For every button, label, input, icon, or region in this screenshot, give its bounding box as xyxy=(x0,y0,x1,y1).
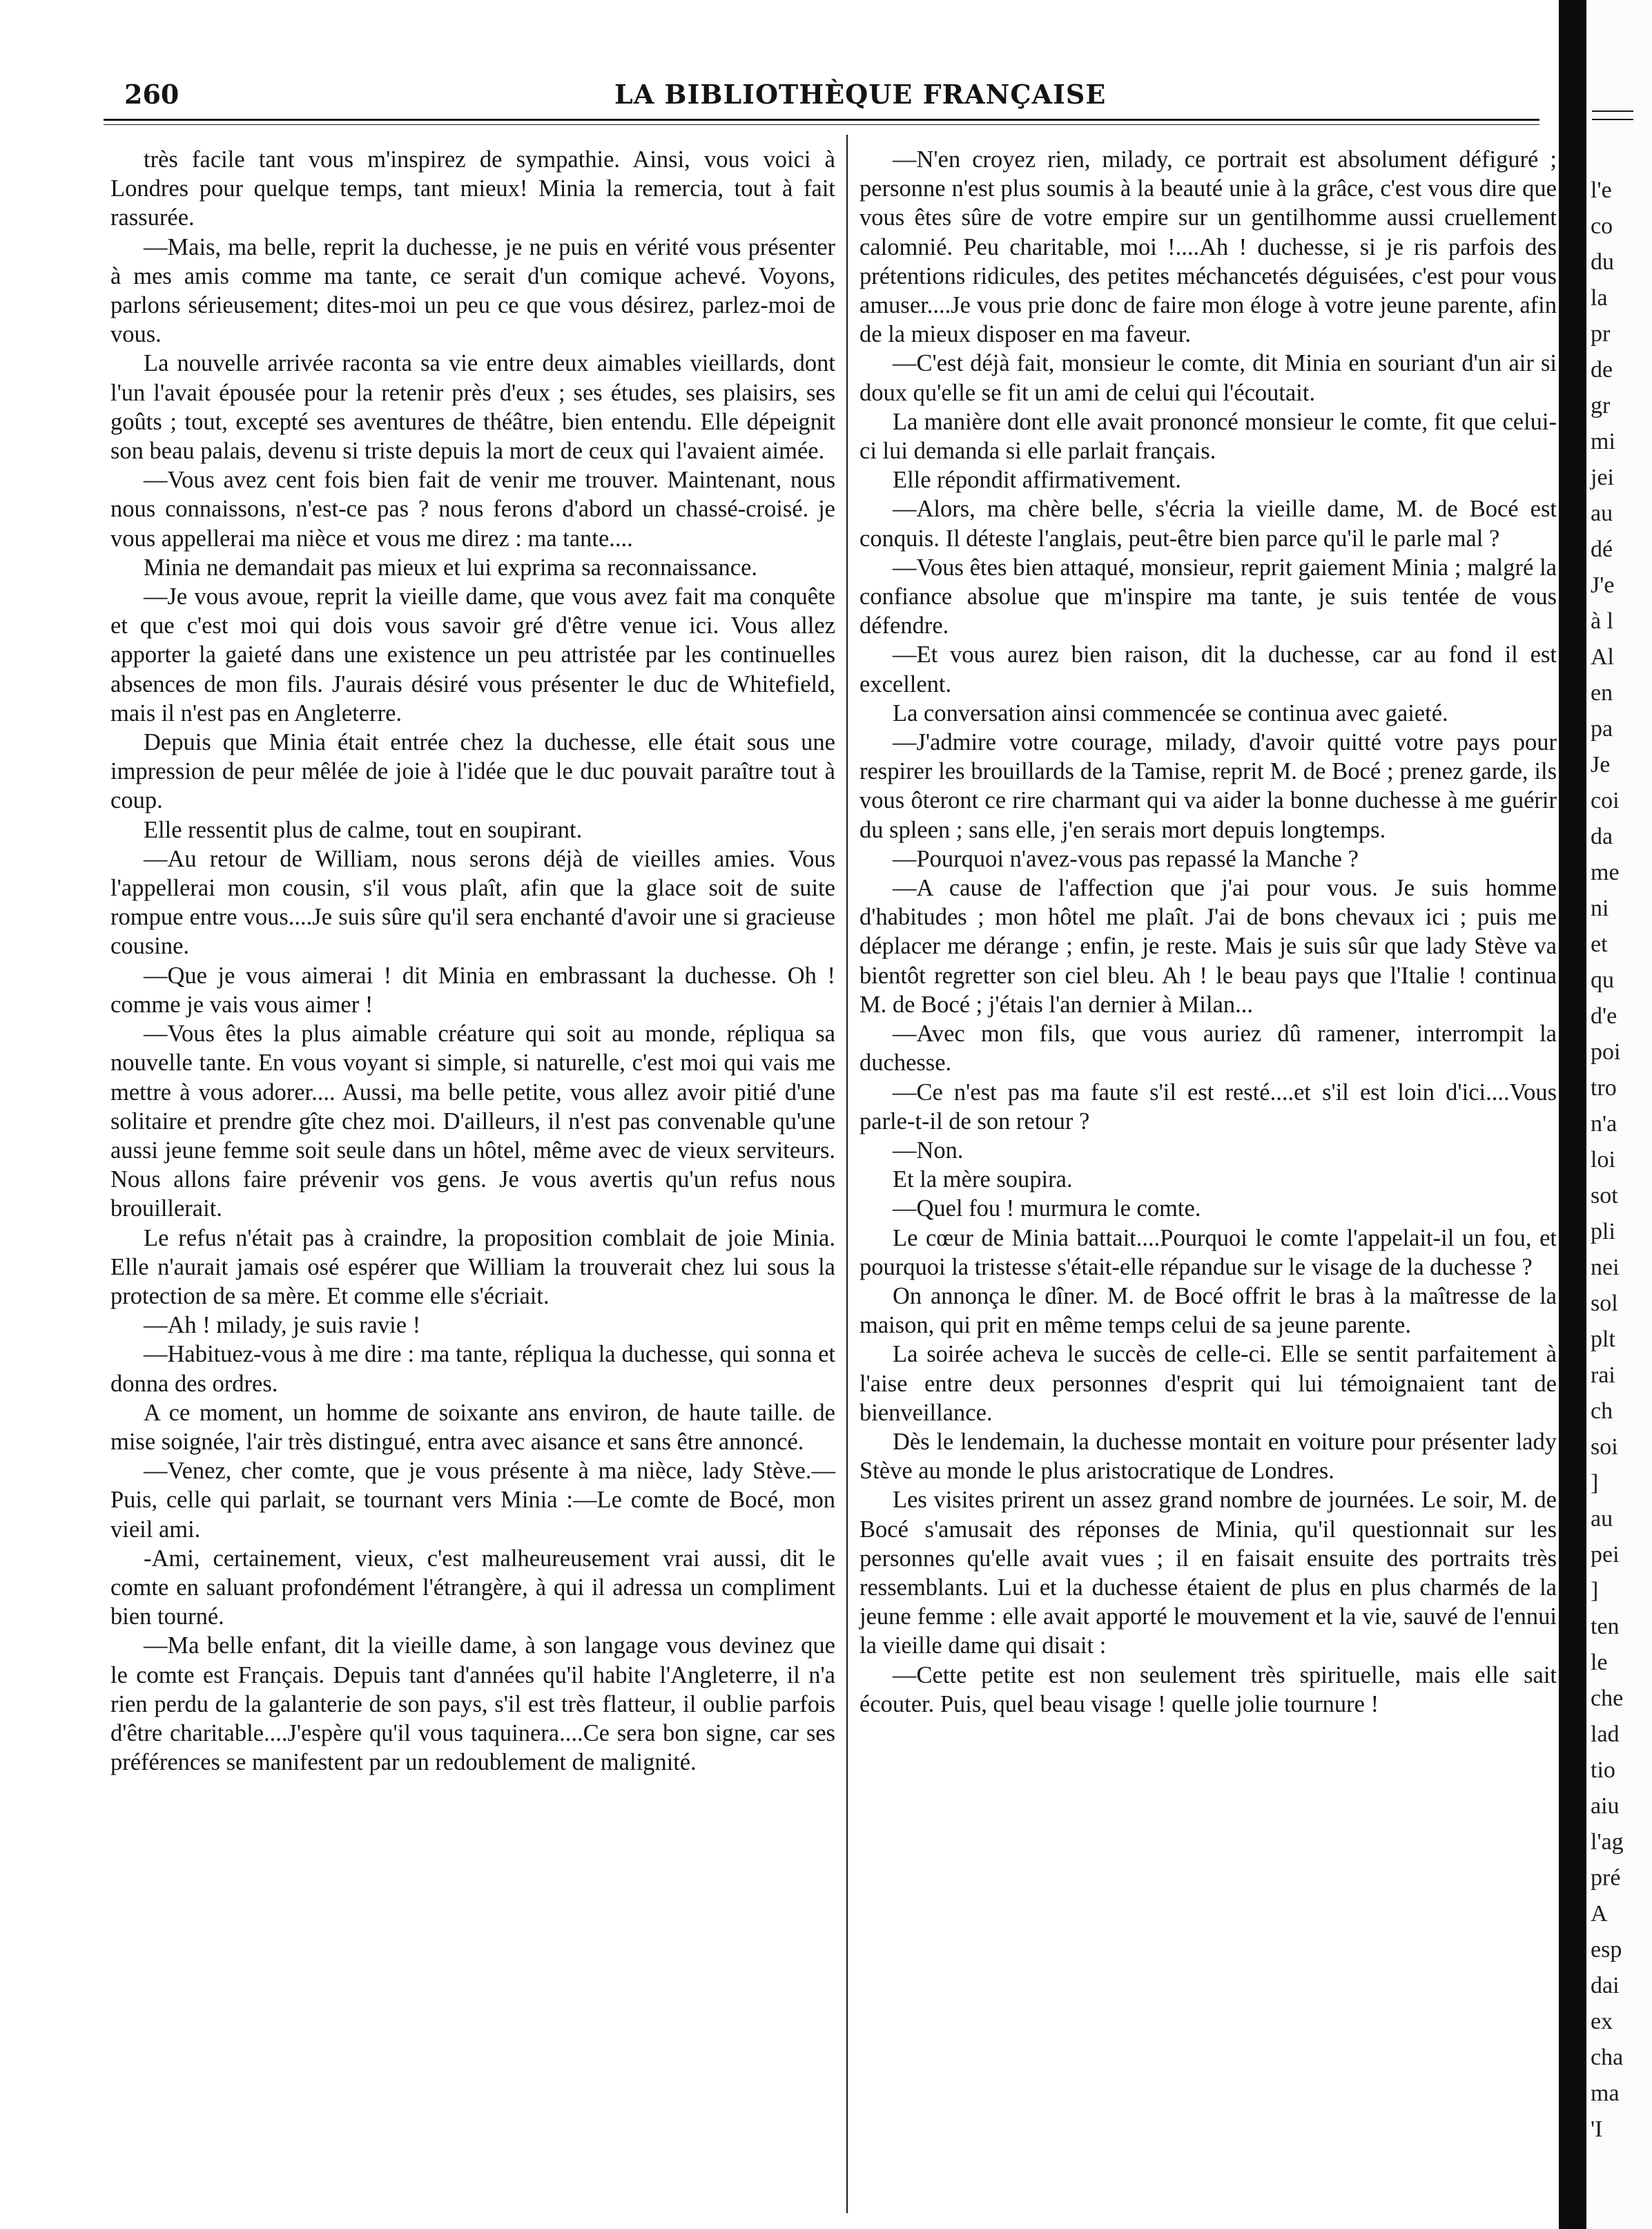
paragraph: Depuis que Minia était entrée chez la duchesse, elle était sous une impression de peur mêlée de joie à l'idée que le duc pouvait paraître tout à coup. xyxy=(110,729,835,814)
next-page-fragment: ex xyxy=(1591,2009,1613,2034)
paragraph: très facile tant vous m'inspirez de sympathie. Ainsi, vous voici à Londres pour quelque temps, tant mieux! Minia la remercia, tout à fait rassurée. xyxy=(110,146,835,231)
paragraph: Les visites prirent un assez grand nombre de journées. Le soir, M. de Bocé s'amusait des réponses de Minia, qu'il questionnait sur les personnes qu'elle avait vues ; il en faisait ensuite des portraits très ressemblants. Lui et la duchesse étaient de plus en plus charmés de la jeune femme : elle avait apporté le mouvement et la vie, sauvé de l'ennui la vieille dame qui disait : xyxy=(859,1487,1557,1659)
paragraph: —Vous êtes la plus aimable créature qui soit au monde, répliqua sa nouvelle tante. En vous voyant si simple, si naturelle, c'est moi qui vais me mettre à vous adorer.... Aussi, ma belle petite, vous allez avoir pitié d'une solitaire et prendre gîte chez moi. D'ailleurs, il n'est pas convenable qu'une aussi jeune femme soit seule dans un hôtel, même avec de vieux serviteurs. Nous allons faire prévenir vos gens. Je vous avertis qu'un refus nous brouillerait. xyxy=(110,1021,835,1222)
next-page-rule xyxy=(1592,110,1633,112)
next-page-fragment: la xyxy=(1591,285,1608,311)
paragraph: —Habituez-vous à me dire : ma tante, répliqua la duchesse, qui sonna et donna des ordres. xyxy=(110,1341,835,1397)
paragraph: —Venez, cher comte, que je vous présente à ma nièce, lady Stève.—Puis, celle qui parlait, se tournant vers Minia :—Le comte de Bocé, mon vieil ami. xyxy=(110,1458,835,1543)
header-rule-thin xyxy=(104,124,1539,125)
paragraph: —Alors, ma chère belle, s'écria la vieille dame, M. de Bocé est conquis. Il déteste l'anglais, peut-être bien parce qu'il le parle mal ? xyxy=(859,496,1557,552)
next-page-fragment: co xyxy=(1591,213,1613,239)
next-page-fragment: coi xyxy=(1591,788,1620,813)
next-page-fragment: et xyxy=(1591,932,1608,957)
next-page-fragment: nei xyxy=(1591,1255,1620,1280)
next-page-fragment: esp xyxy=(1591,1937,1622,1962)
next-page-fragment: Al xyxy=(1591,644,1614,670)
paragraph: La soirée acheva le succès de celle-ci. Elle se sentit parfaitement à l'aise entre deux personnes d'esprit qui lui témoignaient tant de bienveillance. xyxy=(859,1341,1557,1426)
next-page-fragment: à l xyxy=(1591,608,1614,634)
next-page-fragment: ] xyxy=(1591,1470,1599,1496)
next-page-fragment: pré xyxy=(1591,1865,1621,1891)
next-page-fragment: A xyxy=(1591,1901,1608,1927)
paragraph: —N'en croyez rien, milady, ce portrait est absolument défiguré ; personne n'est plus soumis à la beauté unie à la grâce, c'est vous dire que vous êtes sûre de votre empire sur un gentilhomme aussi cruellement calomnié. Peu charitable, moi !....Ah ! duchesse, si je ris parfois des prétentions ridicules, des petites méchancetés déguisées, c'est pour vous amuser....Je vous prie donc de faire mon éloge à votre jeune parente, afin de la mieux disposer en ma faveur. xyxy=(859,146,1557,348)
next-page-fragment: dé xyxy=(1591,537,1613,562)
paragraph: —Ah ! milady, je suis ravie ! xyxy=(144,1312,421,1339)
next-page-fragment: ten xyxy=(1591,1614,1620,1639)
next-page-fragment: che xyxy=(1591,1686,1624,1711)
paragraph: Minia ne demandait pas mieux et lui exprima sa reconnaissance. xyxy=(144,554,758,581)
paragraph: —Vous êtes bien attaqué, monsieur, reprit gaiement Minia ; malgré la confiance absolue que m'inspire ma tante, je suis tentée de vous défendre. xyxy=(859,554,1557,639)
next-page-fragment: jei xyxy=(1591,465,1614,490)
next-page-rule-2 xyxy=(1592,119,1633,120)
next-page-fragment: ni xyxy=(1591,896,1609,921)
next-page-fragment: da xyxy=(1591,824,1613,849)
next-page-fragment: du xyxy=(1591,249,1614,275)
binding-gutter xyxy=(1559,0,1586,2229)
page-header xyxy=(104,75,1539,116)
left-column xyxy=(110,145,835,1777)
paragraph: La conversation ainsi commencée se continua avec gaieté. xyxy=(893,699,1448,726)
paragraph: —J'admire votre courage, milady, d'avoir quitté votre pays pour respirer les brouillards de la Tamise, reprit M. de Bocé ; prenez garde, ils vous ôteront ce rire charmant qui va aider la bonne duchesse à me guérir du spleen ; sans elle, j'en serais mort depuis longtemps. xyxy=(859,729,1557,843)
next-page-fragment: soi xyxy=(1591,1434,1618,1460)
paragraph: Le refus n'était pas à craindre, la proposition comblait de joie Minia. Elle n'aurait jamais osé espérer que William la trouverait chez lui sous la protection de sa mère. Et comme elle s'écriait. xyxy=(110,1224,835,1309)
next-page-fragment: l'ag xyxy=(1591,1829,1624,1855)
paragraph: —Ce n'est pas ma faute s'il est resté....et s'il est loin d'ici....Vous parle-t-il de son retour ? xyxy=(859,1079,1557,1135)
next-page-fragment: ch xyxy=(1591,1398,1613,1424)
next-page-fragment: pa xyxy=(1591,716,1613,742)
next-page-fragment: au xyxy=(1591,1506,1613,1532)
next-page-fragment: d'e xyxy=(1591,1003,1617,1029)
paragraph: —Je vous avoue, reprit la vieille dame, que vous avez fait ma conquête et que c'est moi qui dois vous savoir gré d'être venue ici. Vous allez apporter la gaieté dans une existence un peu attristée par les continuelles absences de mon fils. J'aurais désiré vous présenter le duc de Whitefield, mais il n'est pas en Angleterre. xyxy=(110,583,835,726)
paragraph: —Vous avez cent fois bien fait de venir me trouver. Maintenant, nous nous connaissons, n'est-ce pas ? nous ferons d'abord un chassé-croisé. je vous appellerai ma nièce et vous me direz : ma tante.... xyxy=(110,467,835,552)
paragraph: —C'est déjà fait, monsieur le comte, dit Minia en souriant d'un air si doux qu'elle se fit un ami de celui qui l'écoutait. xyxy=(859,350,1557,406)
next-page-fragment: pli xyxy=(1591,1219,1615,1244)
paragraph: Et la mère soupira. xyxy=(893,1166,1073,1193)
paragraph: La nouvelle arrivée raconta sa vie entre deux aimables vieillards, dont l'un l'avait épousée pour la retenir près d'eux ; ses études, ses plaisirs, ses goûts ; tout, excepté ses aventures de théâtre, bien entendu. Elle dépeignit son beau palais, devenu si triste depuis la mort de ceux qui l'avaient aimée. xyxy=(110,350,835,465)
next-page-fragment: Je xyxy=(1591,752,1611,778)
paragraph: —Que je vous aimerai ! dit Minia en embrassant la duchesse. Oh ! comme je vais vous aimer ! xyxy=(110,962,835,1018)
next-page-fragment: tro xyxy=(1591,1075,1617,1101)
paragraph: A ce moment, un homme de soixante ans environ, de haute taille. de mise soignée, l'air très distingué, entra avec aisance et sans être annoncé. xyxy=(110,1399,835,1455)
next-page-fragment: J'e xyxy=(1591,572,1615,598)
next-page-fragment: me xyxy=(1591,860,1620,885)
next-page-fragment: aiu xyxy=(1591,1793,1620,1819)
paragraph: —Pourquoi n'avez-vous pas repassé la Manche ? xyxy=(893,845,1359,872)
next-page-fragment: au xyxy=(1591,501,1613,526)
header-rule xyxy=(104,119,1539,121)
paragraph: —Avec mon fils, que vous auriez dû ramener, interrompit la duchesse. xyxy=(859,1021,1557,1077)
next-page-fragment: pei xyxy=(1591,1542,1620,1567)
paragraph: Le cœur de Minia battait....Pourquoi le comte l'appelait-il un fou, et pourquoi la tristesse s'était-elle répandue sur le visage de la duchesse ? xyxy=(859,1224,1557,1280)
next-page-fragment: cha xyxy=(1591,2045,1624,2070)
next-page-fragment: loi xyxy=(1591,1147,1615,1173)
next-page-edge xyxy=(1586,0,1652,2229)
paragraph: La manière dont elle avait prononcé monsieur le comte, fit que celui-ci lui demanda si elle parlait français. xyxy=(859,408,1557,465)
paragraph: -Ami, certainement, vieux, c'est malheureusement vrai aussi, dit le comte en saluant profondément l'étrangère, à qui il adressa un compliment bien tourné. xyxy=(110,1545,835,1630)
paragraph: —A cause de l'affection que j'ai pour vous. Je suis homme d'habitudes ; mon hôtel me plaît. J'ai de bons chevaux ici ; puis me déplacer me dérange ; enfin, je reste. Mais je suis sûr que lady Stève va bientôt regretter son ciel bleu. Ah ! le beau pays que l'Italie ! continua M. de Bocé ; j'étais l'an dernier à Milan... xyxy=(859,875,1557,1018)
next-page-fragment: gr xyxy=(1591,393,1611,418)
paragraph: —Ma belle enfant, dit la vieille dame, à son langage vous devinez que le comte est Français. Depuis tant d'années qu'il habite l'Angleterre, il n'a rien perdu de la galanterie de son pays, s'il est très flatteur, il oublie parfois d'être charitable....J'espère qu'il vous taquinera....Ce sera bon signe, car ses préférences se manifestent par un redoublement de malignité. xyxy=(110,1632,835,1776)
paragraph: —Au retour de William, nous serons déjà de vieilles amies. Vous l'appellerai mon cousin, s'il vous plaît, afin que la glace soit de suite rompue entre vous....Je suis sûre qu'il sera enchanté d'avoir une si gracieuse cousine. xyxy=(110,845,835,960)
next-page-fragment: poi xyxy=(1591,1039,1621,1065)
next-page-fragment: ] xyxy=(1591,1578,1599,1603)
next-page-fragment: en xyxy=(1591,680,1613,706)
next-page-fragment: lad xyxy=(1591,1721,1620,1747)
paragraph: —Non. xyxy=(893,1137,964,1164)
paragraph: Dès le lendemain, la duchesse montait en voiture pour présenter lady Stève au monde le plus aristocratique de Londres. xyxy=(859,1428,1557,1485)
column-divider xyxy=(846,135,848,2213)
next-page-fragment: ma xyxy=(1591,2081,1620,2106)
next-page-fragment: sot xyxy=(1591,1183,1618,1208)
next-page-fragment: mi xyxy=(1591,429,1615,454)
next-page-fragment: n'a xyxy=(1591,1111,1617,1137)
next-page-fragment: pr xyxy=(1591,321,1611,347)
next-page-fragment: plt xyxy=(1591,1326,1615,1352)
next-page-fragment: tio xyxy=(1591,1757,1615,1783)
paragraph: Elle ressentit plus de calme, tout en soupirant. xyxy=(144,816,583,843)
next-page-fragment: qu xyxy=(1591,967,1614,993)
next-page-fragment: de xyxy=(1591,357,1613,383)
next-page-fragment: dai xyxy=(1591,1973,1620,1998)
next-page-fragment: l'e xyxy=(1591,177,1612,203)
next-page-fragment: sol xyxy=(1591,1291,1618,1316)
right-column xyxy=(859,145,1557,1719)
page-number: 260 xyxy=(124,79,179,110)
paragraph: Elle répondit affirmativement. xyxy=(893,467,1182,494)
next-page-fragment: rai xyxy=(1591,1362,1615,1388)
paragraph: —Mais, ma belle, reprit la duchesse, je ne puis en vérité vous présenter à mes amis comme ma tante, ce serait d'un comique achevé. Voyons, parlons sérieusement; dites-moi un peu ce que vous désirez, parlez-moi de vous. xyxy=(110,233,835,348)
paragraph: —Et vous aurez bien raison, dit la duchesse, car au fond il est excellent. xyxy=(859,641,1557,697)
paragraph: —Cette petite est non seulement très spirituelle, mais elle sait écouter. Puis, quel beau visage ! quelle jolie tournure ! xyxy=(859,1661,1557,1717)
next-page-fragment: le xyxy=(1591,1650,1608,1675)
paragraph: On annonça le dîner. M. de Bocé offrit le bras à la maîtresse de la maison, qui prit en même temps celui de sa jeune parente. xyxy=(859,1282,1557,1339)
next-page-fragment: 'I xyxy=(1591,2116,1603,2142)
running-title: LA BIBLIOTHÈQUE FRANÇAISE xyxy=(614,79,1107,110)
paragraph: —Quel fou ! murmura le comte. xyxy=(893,1195,1201,1222)
